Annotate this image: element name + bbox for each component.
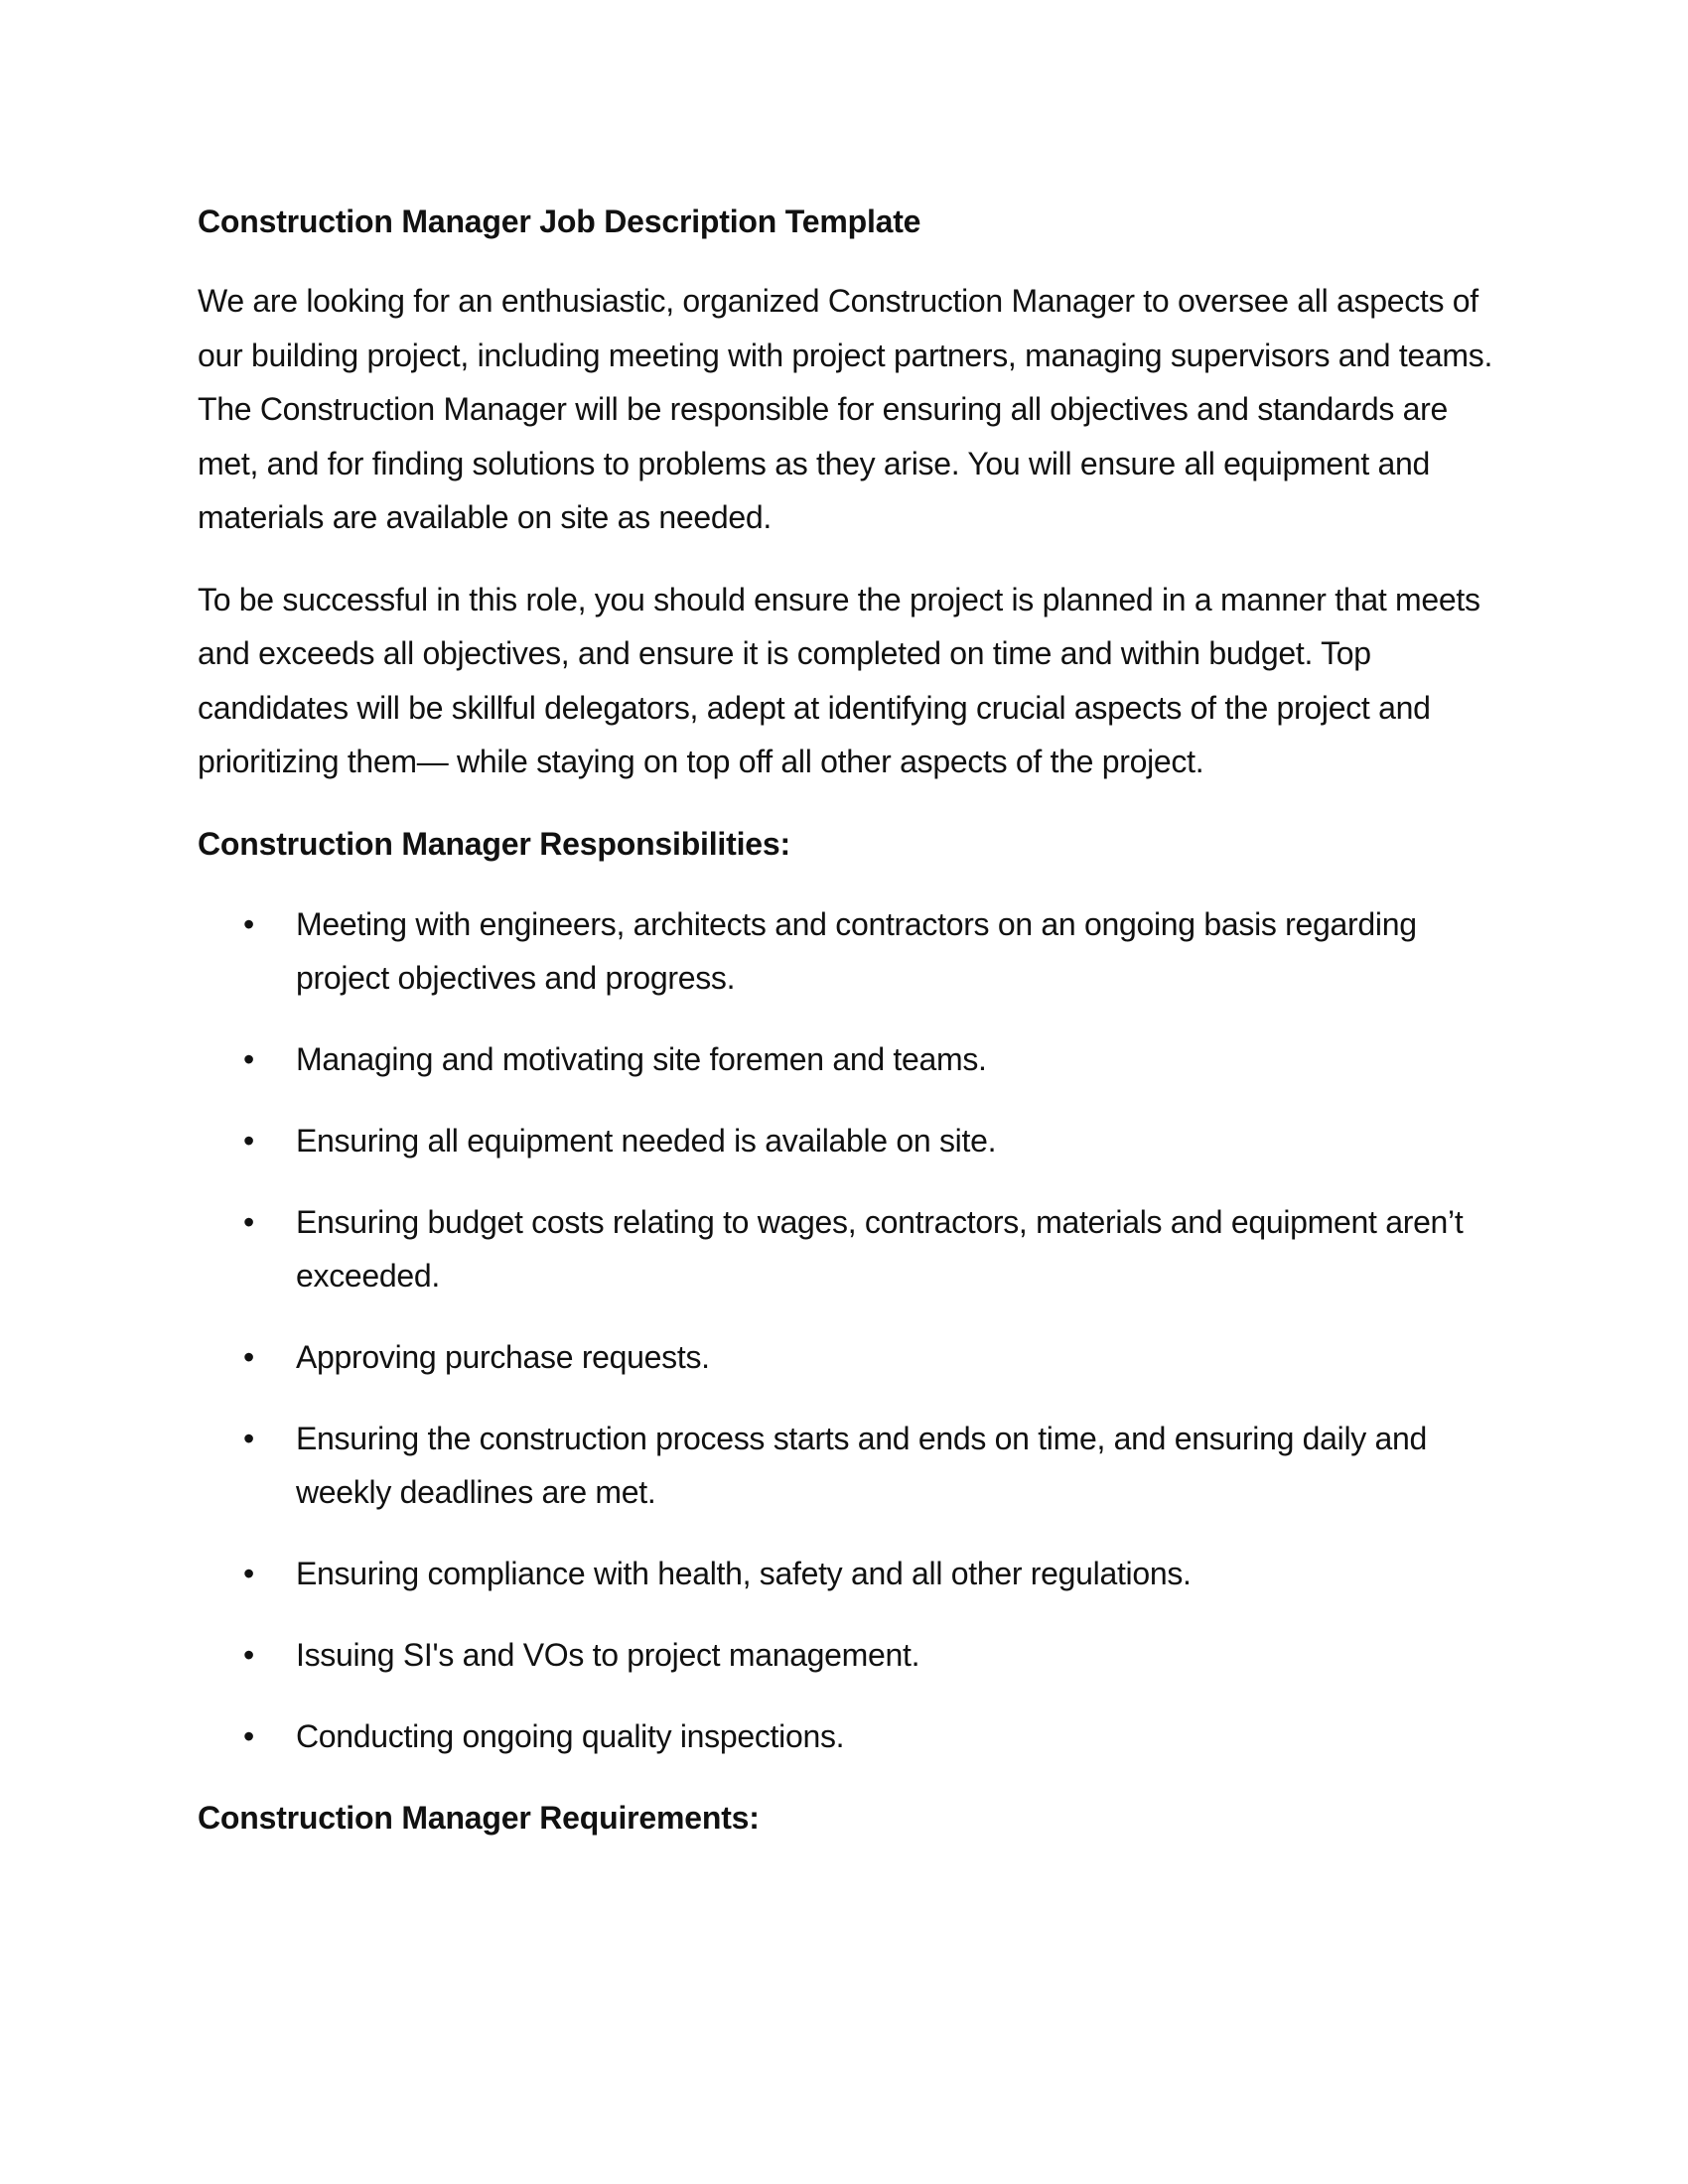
- bullet-icon: •: [243, 1040, 254, 1077]
- requirements-heading: Construction Manager Requirements:: [198, 1799, 760, 1836]
- bullet-icon: •: [243, 1555, 254, 1591]
- list-item: [198, 1412, 1498, 1519]
- document-title: Construction Manager Job Description Template: [198, 204, 921, 239]
- list-item-text: Approving purchase requests.: [296, 1338, 710, 1375]
- responsibilities-list: [198, 897, 1498, 1763]
- list-item-text: Ensuring budget costs relating to wages, contractors, materials and equipment aren’t exceeded.: [296, 1203, 1464, 1294]
- bullet-icon: •: [243, 1122, 254, 1159]
- list-item: [198, 1709, 1498, 1763]
- list-item-text: Ensuring compliance with health, safety and all other regulations.: [296, 1555, 1192, 1591]
- bullet-icon: •: [243, 1420, 254, 1456]
- bullet-icon: •: [243, 1338, 254, 1375]
- bullet-icon: •: [243, 1636, 254, 1673]
- list-item: [198, 1114, 1498, 1167]
- list-item: [198, 1628, 1498, 1682]
- bullet-icon: •: [243, 1203, 254, 1240]
- bullet-icon: •: [243, 905, 254, 942]
- list-item: [198, 897, 1498, 1005]
- bullet-icon: •: [243, 1717, 254, 1754]
- list-item: [198, 1547, 1498, 1600]
- list-item-text: Ensuring the construction process starts and ends on time, and ensuring daily and weekly deadlines are met.: [296, 1420, 1428, 1510]
- list-item-text: Managing and motivating site foremen and teams.: [296, 1040, 987, 1077]
- intro-paragraph: We are looking for an enthusiastic, organized Construction Manager to oversee all aspects of our building project, including meeting with project partners, managing supervisors and teams. The Construction Manager will be responsible for ensuring all objectives and standards are met, and for finding solutions to problems as they arise. You will ensure all equipment and materials are available on site as needed.: [198, 283, 1493, 535]
- responsibilities-heading: Construction Manager Responsibilities:: [198, 825, 790, 862]
- list-item: [198, 1330, 1498, 1384]
- list-item-text: Conducting ongoing quality inspections.: [296, 1717, 845, 1754]
- list-item-text: Issuing SI's and VOs to project management.: [296, 1636, 920, 1673]
- list-item-text: Meeting with engineers, architects and contractors on an ongoing basis regarding project objectives and progress.: [296, 905, 1417, 996]
- success-paragraph: To be successful in this role, you should ensure the project is planned in a manner that meets and exceeds all objectives, and ensure it is completed on time and within budget. Top candidates will be skillful delegators, adept at identifying crucial aspects of the project and prioritizing them— while staying on top off all other aspects of the project.: [198, 581, 1480, 779]
- document-body: [198, 195, 1498, 1871]
- list-item: [198, 1032, 1498, 1086]
- list-item-text: Ensuring all equipment needed is available on site.: [296, 1122, 997, 1159]
- list-item: [198, 1195, 1498, 1302]
